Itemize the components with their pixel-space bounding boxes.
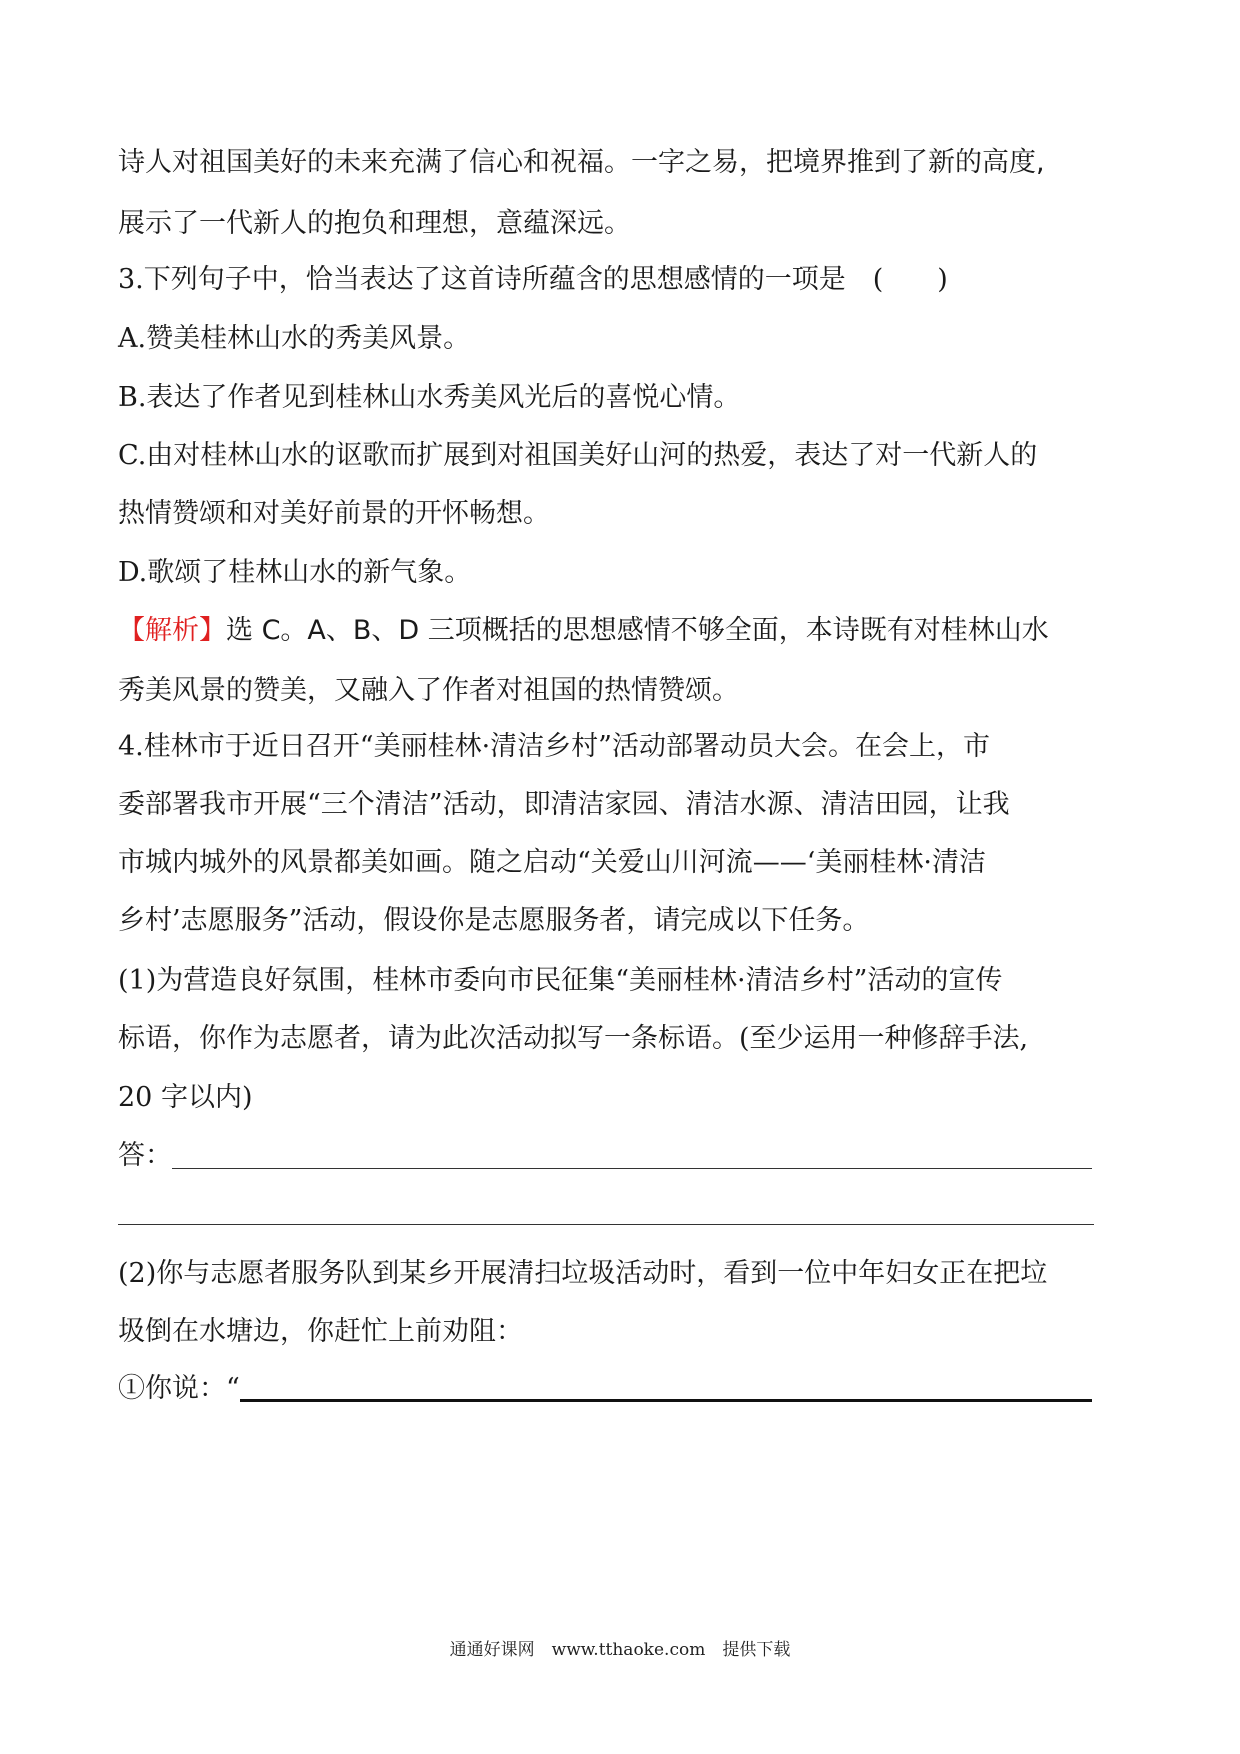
question-3-stem: 3.下列句子中，恰当表达了这首诗所蕴含的思想感情的一项是 ( ): [118, 264, 948, 295]
question-4-sub-2-line-1: (2)你与志愿者服务队到某乡开展清扫垃圾活动时，看到一位中年妇女正在把垃: [118, 1258, 1048, 1289]
analysis-label: 【解析】: [118, 615, 226, 646]
question-4-sub-1-line-1: (1)为营造良好氛围，桂林市委向市民征集“美丽桂林·清洁乡村”活动的宣传: [118, 965, 1003, 996]
answer-blank-line-2[interactable]: [118, 1204, 1094, 1225]
continuation-line-2: 展示了一代新人的抱负和理想，意蕴深远。: [118, 208, 631, 239]
answer-row-1: [118, 1142, 1130, 1169]
footer-source: 通通好课网 www.tthaoke.com 提供下载: [449, 1640, 791, 1660]
question-4-line-3: 市城内城外的风景都美如画。随之启动“关爱山川河流——‘美丽桂林·清洁: [118, 847, 986, 878]
analysis-line-1: [118, 617, 1130, 644]
answer-blank-line-1[interactable]: [172, 1148, 1092, 1169]
question-3-option-b: B.表达了作者见到桂林山水秀美风光后的喜悦心情。: [118, 382, 741, 413]
answer-label: 答：: [118, 1140, 172, 1171]
question-4-sub-1-line-3: 20 字以内): [118, 1082, 253, 1113]
question-4-line-1: 4.桂林市于近日召开“美丽桂林·清洁乡村”活动部署动员大会。在会上，市: [118, 731, 990, 762]
item-1-prompt: ①你说：“: [118, 1373, 240, 1404]
question-3-option-d: D.歌颂了桂林山水的新气象。: [118, 557, 472, 588]
answer-row-2: [118, 1198, 1130, 1225]
question-4-line-4: 乡村’志愿服务”活动，假设你是志愿服务者，请完成以下任务。: [118, 905, 870, 936]
analysis-line-2: 秀美风景的赞美，又融入了作者对祖国的热情赞颂。: [118, 675, 739, 706]
question-4-line-2: 委部署我市开展“三个清洁”活动，即清洁家园、清洁水源、清洁田园，让我: [118, 789, 1010, 820]
question-3-option-c-line-2: 热情赞颂和对美好前景的开怀畅想。: [118, 498, 550, 529]
question-3-option-a: A.赞美桂林山水的秀美风景。: [118, 323, 471, 354]
item-1-blank-line[interactable]: [240, 1377, 1092, 1402]
continuation-line-1: 诗人对祖国美好的未来充满了信心和祝福。一字之易，把境界推到了新的高度,: [118, 147, 1045, 178]
question-4-sub-2-item-1: [118, 1375, 1130, 1402]
analysis-text: 选 C。A、B、D 三项概括的思想感情不够全面，本诗既有对桂林山水: [226, 615, 1049, 646]
question-4-sub-2-line-2: 圾倒在水塘边，你赶忙上前劝阻：: [118, 1316, 523, 1347]
question-4-sub-1-line-2: 标语，你作为志愿者，请为此次活动拟写一条标语。(至少运用一种修辞手法,: [118, 1023, 1029, 1054]
question-3-option-c-line-1: C.由对桂林山水的讴歌而扩展到对祖国美好山河的热爱，表达了对一代新人的: [118, 440, 1038, 471]
